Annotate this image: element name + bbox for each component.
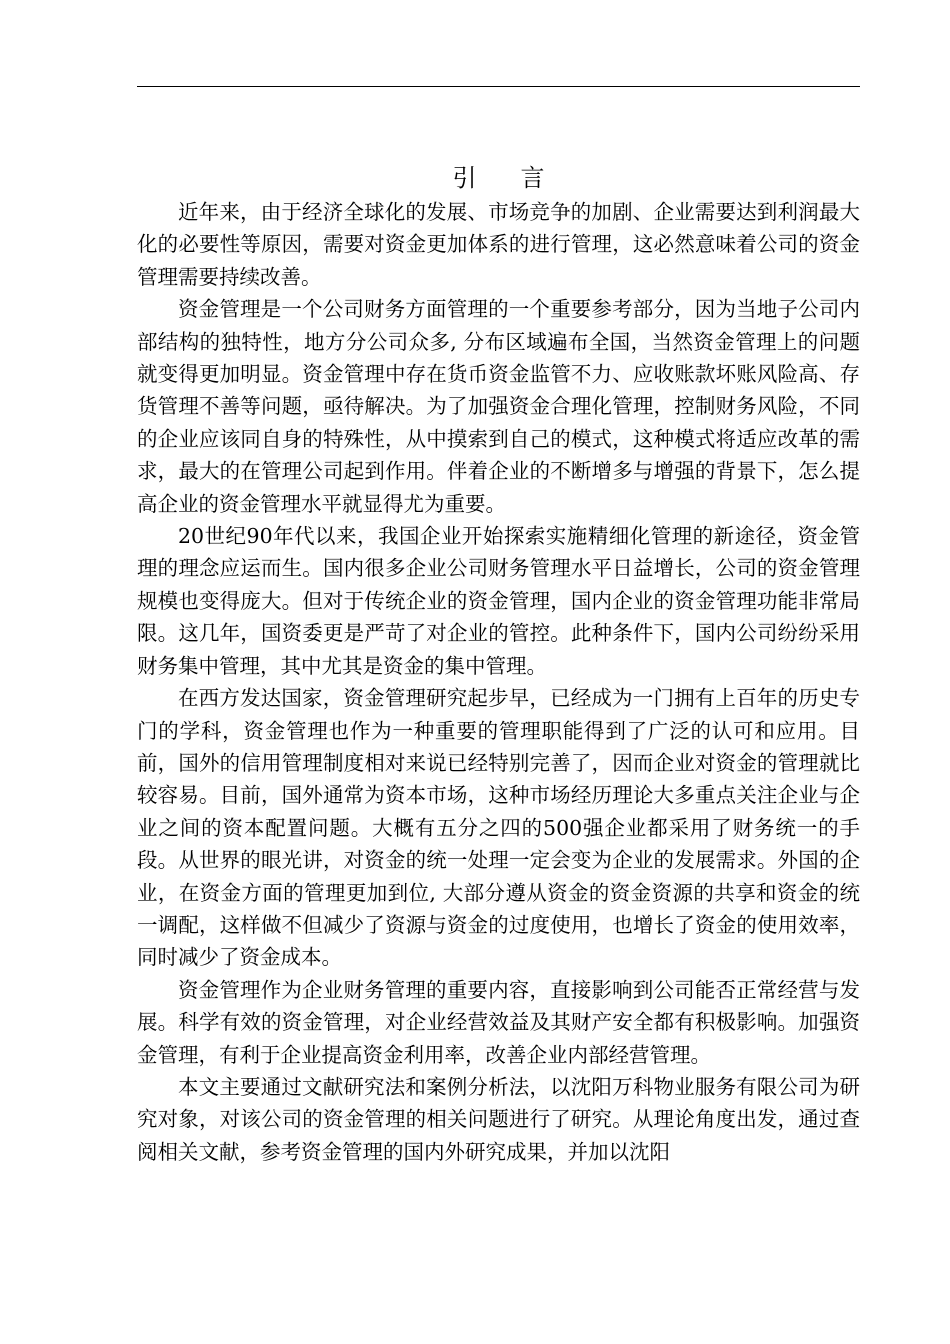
paragraph-4: 在西方发达国家，资金管理研究起步早，已经成为一门拥有上百年的历史专门的学科，资金管理也作为一种重要的管理职能得到了广泛的认可和应用。目前，国外的信用管理制度相对来说已经特别完善了，因而企业对资金的管理就比较容易。目前，国外通常为资本市场，这种市场经历理论大多重点关注企业与企业之间的资本配置问题。大概有五分之四的500强企业都采用了财务统一的手段。从世界的眼光讲，对资金的统一处理一定会变为企业的发展需求。外国的企业，在资金方面的管理更加到位, 大部分遵从资金的资金资源的共享和资金的统一调配，这样做不但减少了资源与资金的过度使用，也增长了资金的使用效率，同时减少了资金成本。 [137,686,860,970]
body-text [137,196,860,1168]
paragraph-6: 本文主要通过文献研究法和案例分析法，以沈阳万科物业服务有限公司为研究对象，对该公司的资金管理的相关问题进行了研究。从理论角度出发，通过查阅相关文献，参考资金管理的国内外研究成果，并加以沈阳 [137,1074,860,1164]
header-rule [137,86,860,87]
section-title: 引言 [452,164,589,192]
paragraph-2: 资金管理是一个公司财务方面管理的一个重要参考部分，因为当地子公司内部结构的独特性，地方分公司众多, 分布区域遍布全国，当然资金管理上的问题就变得更加明显。资金管理中存在货币资金监管不力、应收账款坏账风险高、存货管理不善等问题，亟待解决。为了加强资金合理化管理，控制财务风险，不同的企业应该同自身的特殊性，从中摸索到自己的模式，这种模式将适应改革的需求，最大的在管理公司起到作用。伴着企业的不断增多与增强的背景下，怎么提高企业的资金管理水平就显得尤为重要。 [137,297,860,516]
paragraph-5: 资金管理作为企业财务管理的重要内容，直接影响到公司能否正常经营与发展。科学有效的资金管理，对企业经营效益及其财产安全都有积极影响。加强资金管理，有利于企业提高资金利用率，改善企业内部经营管理。 [137,977,860,1067]
paragraph-3: 20世纪90年代以来，我国企业开始探索实施精细化管理的新途径，资金管理的理念应运而生。国内很多企业公司财务管理水平日益增长，公司的资金管理规模也变得庞大。但对于传统企业的资金管理，国内企业的资金管理功能非常局限。这几年，国资委更是严苛了对企业的管控。此种条件下，国内公司纷纷采用财务集中管理，其中尤其是资金的集中管理。 [137,524,860,678]
paragraph-1: 近年来，由于经济全球化的发展、市场竞争的加剧、企业需要达到利润最大化的必要性等原因，需要对资金更加体系的进行管理，这必然意味着公司的资金管理需要持续改善。 [137,200,860,289]
